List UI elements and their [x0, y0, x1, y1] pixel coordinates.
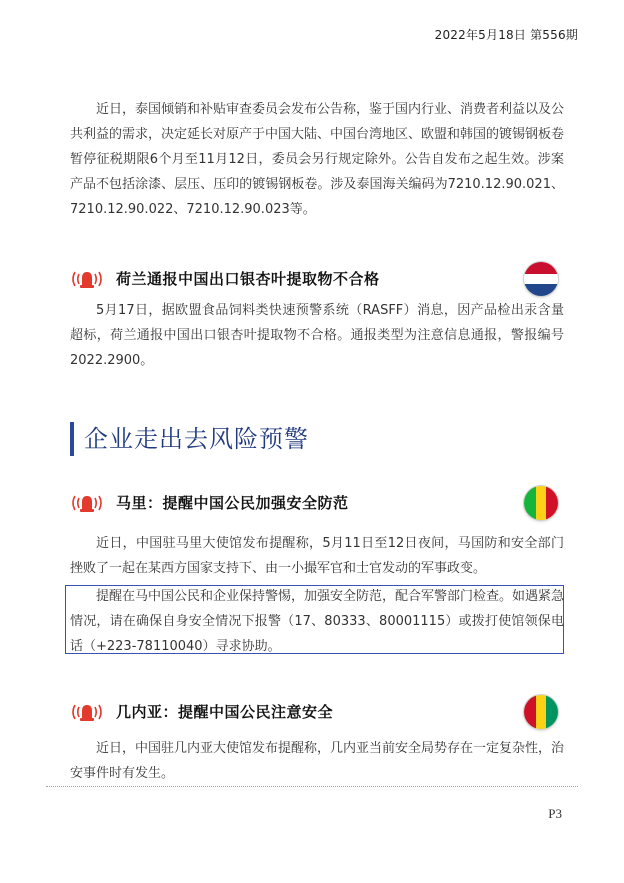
news-item-netherlands: [70, 262, 564, 296]
news-body: 近日，中国驻马里大使馆发布提醒称，5月11日至12日夜间，马国防和安全部门挫败了一起在某西方国家支持下、由一小撮军官和士官发动的军事政变。: [70, 536, 564, 576]
news-item-mali: [70, 486, 564, 520]
news-title: 马里：提醒中国公民加强安全防范: [116, 494, 349, 512]
news-body: 近日，中国驻几内亚大使馆发布提醒称，几内亚当前安全局势存在一定复杂性，治安事件时有发生。: [70, 741, 565, 781]
footer-divider: [46, 786, 578, 787]
alarm-icon: [70, 268, 104, 290]
issue-date: 2022年5月18日 第556期: [434, 28, 578, 42]
news-title: 荷兰通报中国出口银杏叶提取物不合格: [116, 270, 380, 288]
news-title: 几内亚：提醒中国公民注意安全: [116, 703, 334, 721]
intro-paragraph: 近日，泰国倾销和补贴审查委员会发布公告称，鉴于国内行业、消费者利益以及公共利益的需求，决定延长对原产于中国大陆、中国台湾地区、欧盟和韩国的镀锡钢板卷暂停征税期限6个月至11月12日，委员会另行规定除外。公告自发布之起生效。涉案产品不包括涂漆、层压、压印的镀锡钢板卷。涉及泰国海关编码为7210.12.90.021、7210.12.90.022、7210.12.90.023等。: [70, 102, 565, 217]
news-body-highlighted: 提醒在马中国公民和企业保持警惕，加强安全防范，配合军警部门检查。如遇紧急情况，请在确保自身安全情况下报警（17、80333、80001115）或拨打使馆领保电话（+223-78110040）寻求协助。: [70, 589, 565, 654]
guinea-flag-icon: [524, 695, 558, 729]
news-item-guinea: [70, 695, 564, 729]
news-body: 5月17日，据欧盟食品饲料类快速预警系统（RASFF）消息，因产品检出汞含量超标，荷兰通报中国出口银杏叶提取物不合格。通报类型为注意信息通报，警报编号2022.2900。: [70, 303, 564, 368]
mali-flag-icon: [524, 486, 558, 520]
section-accent-bar: [70, 422, 74, 456]
alarm-icon: [70, 701, 104, 723]
section-title: 企业走出去风险预警: [84, 425, 309, 453]
alarm-icon: [70, 492, 104, 514]
netherlands-flag-icon: [524, 262, 558, 296]
page-number: P3: [548, 806, 562, 821]
